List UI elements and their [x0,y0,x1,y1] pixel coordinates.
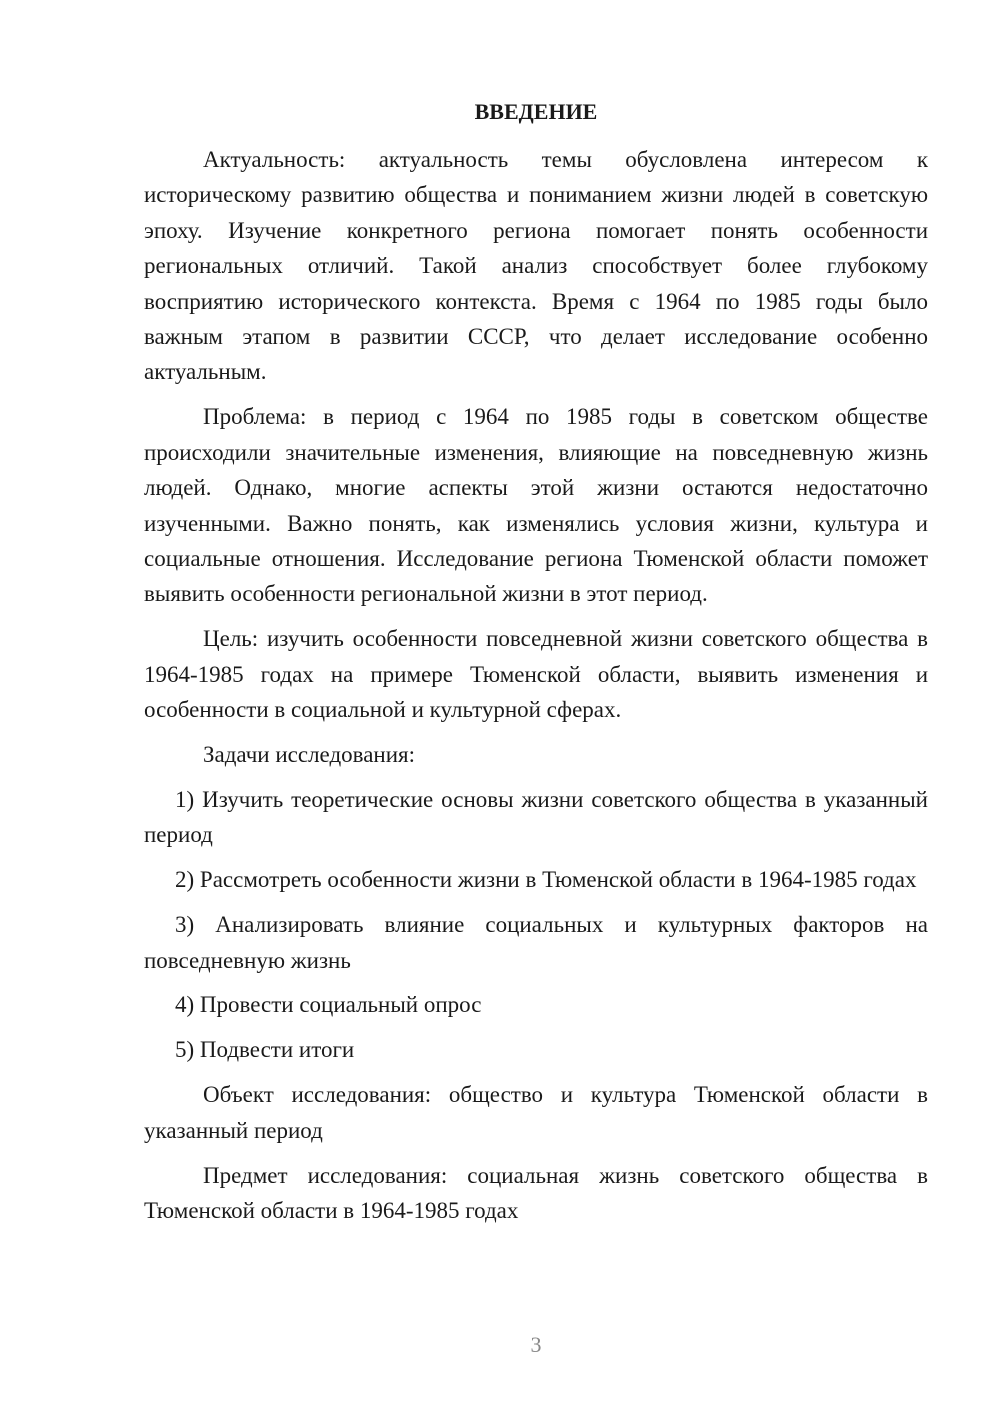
task-item-5: 5) Подвести итоги [175,1037,355,1063]
section-title: ВВЕДЕНИЕ [474,99,598,124]
task-item-3: 3) Анализировать влияние социальных и культурных факторов на повседневную жизнь [144,912,928,973]
body-text [144,142,928,1238]
paragraph-goal: Цель: изучить особенности повседневной жизни советского общества в 1964-1985 годах на примере Тюменской области, выявить изменения и особенности в социальной и культурной сферах. [144,626,928,723]
paragraph-relevance: Актуальность: актуальность темы обусловлена интересом к историческому развитию общества и пониманием жизни людей в советскую эпоху. Изучение конкретного региона помогает понять особенности региональных отличий. Такой анализ способствует более глубокому восприятию исторического контекста. Время с 1964 по 1985 годы было важным этапом в развитии СССР, что делает исследование особенно актуальным. [144,147,928,385]
paragraph-problem: Проблема: в период с 1964 по 1985 годы в советском обществе происходили значительные изменения, влияющие на повседневную жизнь людей. Однако, многие аспекты этой жизни остаются недостаточно изученными. Важно понять, как изменялись условия жизни, культура и социальные отношения. Исследование региона Тюменской области поможет выявить особенности региональной жизни в этот период. [144,404,928,607]
task-item-2: 2) Рассмотреть особенности жизни в Тюменской области в 1964-1985 годах [175,867,917,893]
task-item-1: 1) Изучить теоретические основы жизни советского общества в указанный период [144,786,928,848]
page-number: 3 [530,1332,542,1357]
tasks-heading: Задачи исследования: [203,742,416,767]
paragraph-object: Объект исследования: общество и культура Тюменской области в указанный период [144,1082,928,1143]
task-item-4: 4) Провести социальный опрос [175,992,482,1018]
paragraph-subject: Предмет исследования: социальная жизнь советского общества в Тюменской области в 1964-1985 годах [144,1162,928,1223]
